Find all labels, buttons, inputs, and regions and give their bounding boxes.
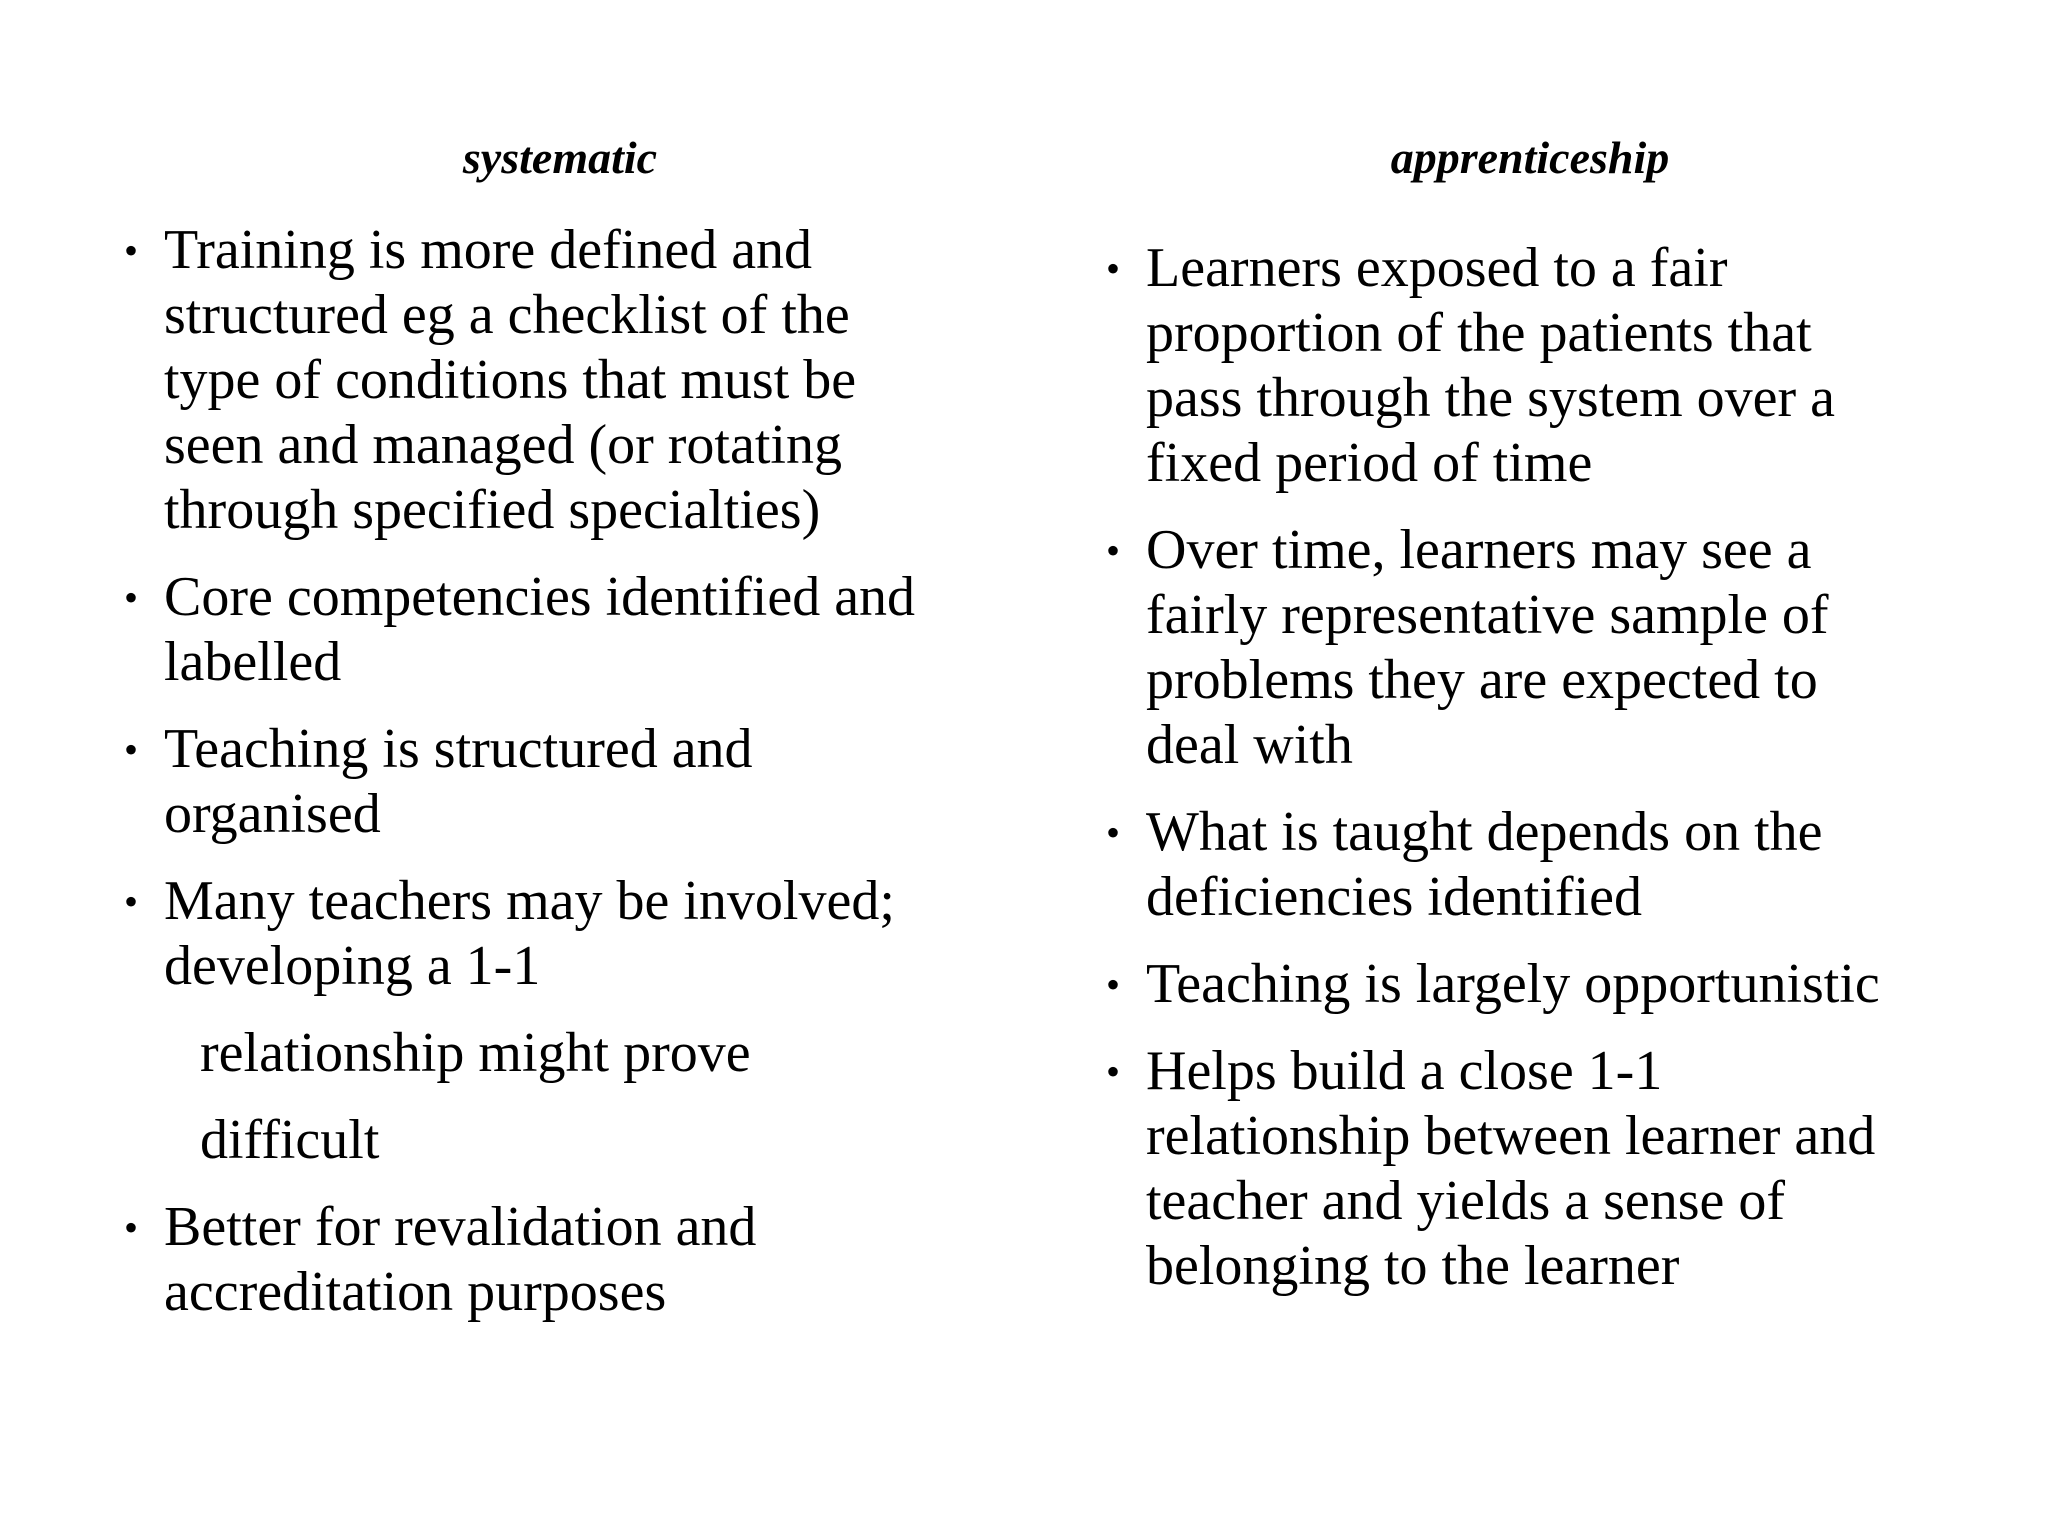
right-bullet-item bbox=[1106, 236, 1986, 496]
bullet-text-line: labelled bbox=[164, 631, 342, 693]
heading-apprenticeship: apprenticeship bbox=[1390, 132, 1670, 183]
bullet-text-line: teacher and yields a sense of bbox=[1146, 1170, 1786, 1232]
apprenticeship-list bbox=[1106, 236, 1986, 1321]
bullet-text-line: relationship between learner and bbox=[1146, 1105, 1876, 1167]
bullet-text-line: deal with bbox=[1146, 714, 1353, 776]
left-bullet-item bbox=[124, 717, 1004, 847]
bullet-icon: • bbox=[1106, 810, 1121, 855]
bullet-icon: • bbox=[124, 727, 139, 772]
left-bullet-item bbox=[124, 869, 1004, 1173]
right-bullet-item bbox=[1106, 518, 1986, 778]
bullet-icon: • bbox=[1106, 528, 1121, 573]
bullet-icon: • bbox=[124, 1205, 139, 1250]
bullet-text-line: Core competencies identified and bbox=[164, 566, 916, 628]
bullet-text-line: What is taught depends on the bbox=[1146, 801, 1823, 863]
bullet-icon: • bbox=[124, 228, 139, 273]
right-bullet-item bbox=[1106, 952, 1986, 1017]
bullet-text-line: structured eg a checklist of the bbox=[164, 284, 850, 346]
bullet-text-line: seen and managed (or rotating bbox=[164, 414, 842, 476]
bullet-text-line: Teaching is structured and bbox=[164, 718, 753, 780]
bullet-text-line: problems they are expected to bbox=[1146, 649, 1818, 711]
left-bullet-item bbox=[124, 218, 1004, 543]
heading-systematic: systematic bbox=[462, 132, 658, 183]
left-bullet-item bbox=[124, 565, 1004, 695]
bullet-text-line: through specified specialties) bbox=[164, 479, 821, 541]
bullet-icon: • bbox=[124, 879, 139, 924]
bullet-text-line: fixed period of time bbox=[1146, 432, 1593, 494]
bullet-text-line: Better for revalidation and bbox=[164, 1196, 757, 1258]
bullet-icon: • bbox=[1106, 1049, 1121, 1094]
bullet-text-line: Teaching is largely opportunistic bbox=[1146, 953, 1880, 1015]
bullet-text-line: belonging to the learner bbox=[1146, 1235, 1680, 1297]
bullet-text-line: proportion of the patients that bbox=[1146, 302, 1812, 364]
bullet-text-line: developing a 1-1 bbox=[164, 935, 541, 997]
bullet-icon: • bbox=[124, 575, 139, 620]
bullet-text-line: pass through the system over a bbox=[1146, 367, 1835, 429]
bullet-continuation-line: difficult bbox=[200, 1109, 380, 1171]
bullet-icon: • bbox=[1106, 962, 1121, 1007]
bullet-text-line: organised bbox=[164, 783, 381, 845]
bullet-text-line: Helps build a close 1-1 bbox=[1146, 1040, 1663, 1102]
right-bullet-item bbox=[1106, 1039, 1986, 1299]
systematic-list bbox=[124, 218, 1004, 1347]
bullet-text-line: fairly representative sample of bbox=[1146, 584, 1829, 646]
bullet-text-line: accreditation purposes bbox=[164, 1261, 667, 1323]
bullet-text-line: Over time, learners may see a bbox=[1146, 519, 1812, 581]
bullet-text-line: type of conditions that must be bbox=[164, 349, 857, 411]
right-bullet-item bbox=[1106, 800, 1986, 930]
bullet-text-line: deficiencies identified bbox=[1146, 866, 1642, 928]
bullet-icon: • bbox=[1106, 246, 1121, 291]
bullet-continuation-line: relationship might prove bbox=[200, 1022, 751, 1084]
bullet-text-line: Training is more defined and bbox=[164, 219, 813, 281]
bullet-text-line: Many teachers may be involved; bbox=[164, 870, 895, 932]
left-bullet-item bbox=[124, 1195, 1004, 1325]
bullet-text-line: Learners exposed to a fair bbox=[1146, 237, 1728, 299]
